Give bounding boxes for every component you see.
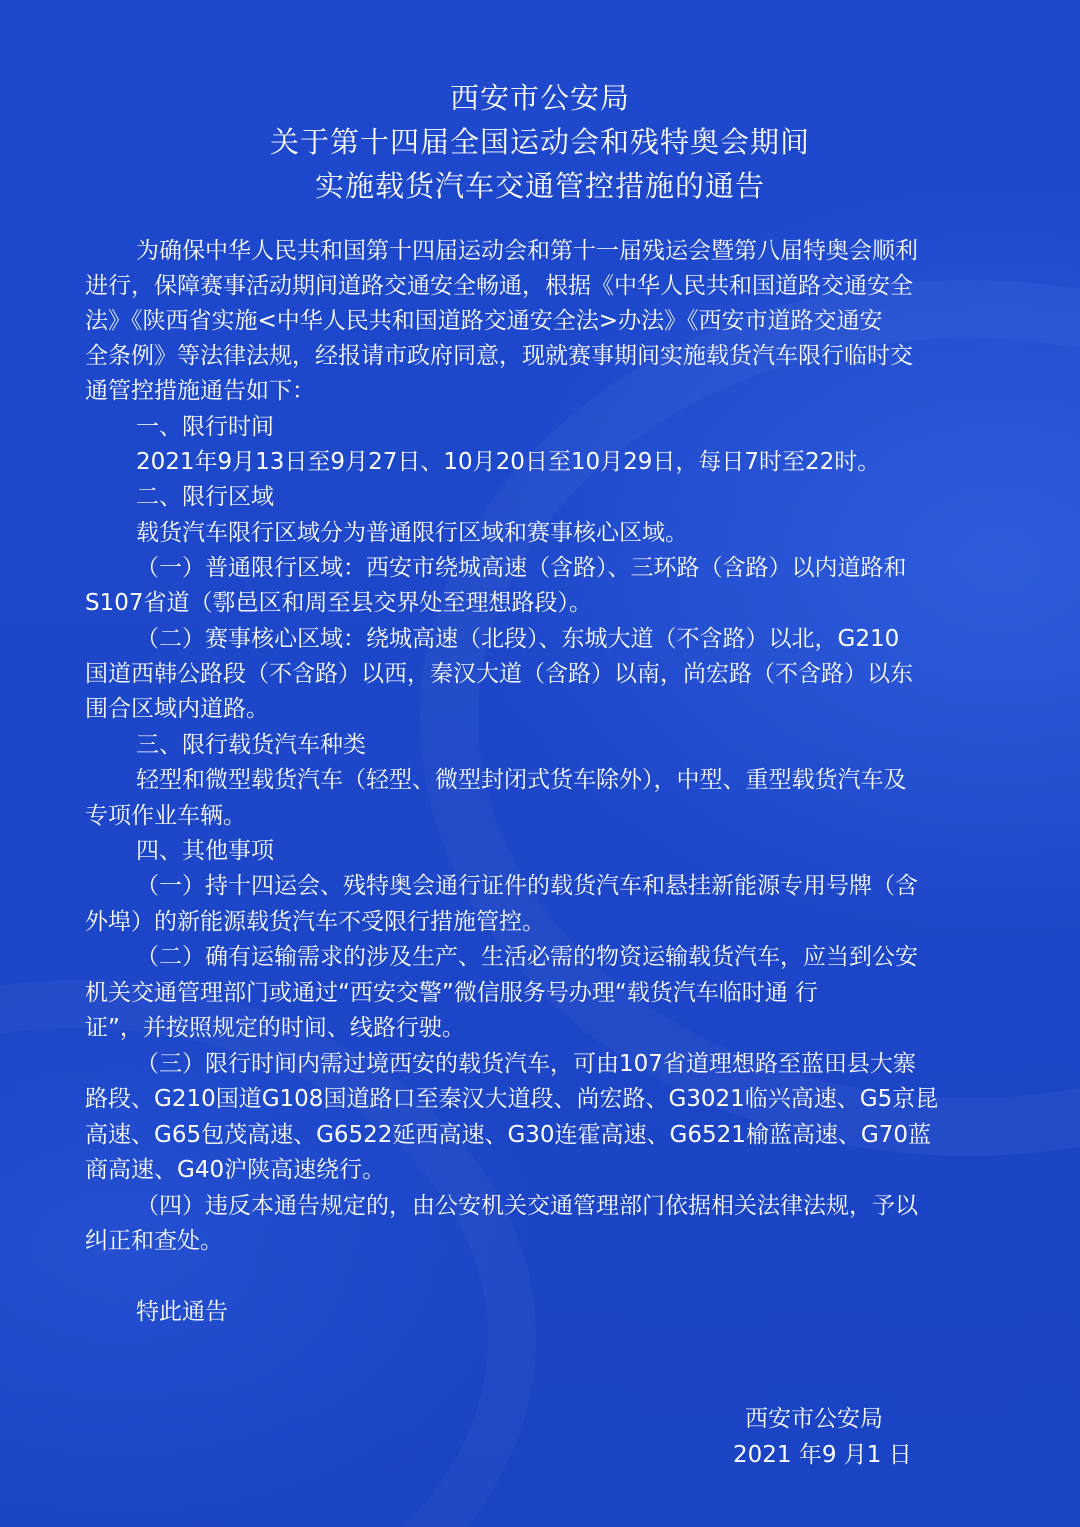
intro-line: 进行，保障赛事活动期间道路交通安全畅通，根据《中华人民共和国道路交通安全 bbox=[85, 273, 913, 299]
intro-line: 法》《陕西省实施<中华人民共和国道路交通安全法>办法》《西安市道路交通安 bbox=[85, 308, 883, 334]
closing-text: 特此通告 bbox=[136, 1299, 228, 1325]
list-item-line: 外埠）的新能源载货汽车不受限行措施管控。 bbox=[85, 909, 545, 935]
list-item-line: 国道西韩公路段（不含路）以西，秦汉大道（含路）以南，尚宏路（不含路）以东 bbox=[85, 661, 913, 687]
section-text: 专项作业车辆。 bbox=[85, 803, 246, 829]
signature-org: 西安市公安局 bbox=[745, 1406, 883, 1432]
signature-date: 2021 年9 月1 日 bbox=[733, 1442, 912, 1468]
list-item-line: （四）违反本通告规定的，由公安机关交通管理部门依据相关法律法规，予以 bbox=[136, 1193, 918, 1219]
list-item-line: S107省道（鄠邑区和周至县交界处至理想路段）。 bbox=[85, 590, 592, 616]
list-item-line: （三）限行时间内需过境西安的载货汽车，可由107省道理想路至蓝田县大寨 bbox=[136, 1051, 916, 1077]
list-item-line: （一）持十四运会、残特奥会通行证件的载货汽车和悬挂新能源专用号牌（含 bbox=[136, 873, 918, 899]
list-item-line: （二）赛事核心区域：绕城高速（北段）、东城大道（不含路）以北，G210 bbox=[136, 626, 900, 652]
section-heading: 四、其他事项 bbox=[136, 838, 274, 864]
section-heading: 一、限行时间 bbox=[136, 414, 274, 440]
notice-title-line: 实施载货汽车交通管控措施的通告 bbox=[314, 169, 765, 203]
list-item-line: 机关交通管理部门或通过“西安交警”微信服务号办理“载货汽车临时通 行 bbox=[85, 980, 819, 1006]
list-item-line: 路段、G210国道G108国道路口至秦汉大道段、尚宏路、G3021临兴高速、G5京昆 bbox=[85, 1086, 939, 1112]
issuer-title: 西安市公安局 bbox=[449, 81, 630, 115]
list-item-line: 高速、G65包茂高速、G6522延西高速、G30连霍高速、G6521榆蓝高速、G70蓝 bbox=[85, 1122, 931, 1148]
list-item-line: 证”，并按照规定的时间、线路行驶。 bbox=[85, 1015, 465, 1041]
list-item-line: 纠正和查处。 bbox=[85, 1228, 223, 1254]
section-text: 轻型和微型载货汽车（轻型、微型封闭式货车除外），中型、重型载货汽车及 bbox=[136, 767, 907, 793]
intro-line: 通管控措施通告如下： bbox=[85, 378, 315, 404]
list-item-line: （二）确有运输需求的涉及生产、生活必需的物资运输载货汽车，应当到公安 bbox=[136, 944, 918, 970]
intro-line: 全条例》等法律法规，经报请市政府同意，现就赛事期间实施载货汽车限行临时交 bbox=[85, 343, 913, 369]
list-item-line: 围合区域内道路。 bbox=[85, 696, 269, 722]
section-heading: 二、限行区域 bbox=[136, 484, 274, 510]
section-heading: 三、限行载货汽车种类 bbox=[136, 732, 366, 758]
notice-title-line: 关于第十四届全国运动会和残特奥会期间 bbox=[269, 125, 810, 159]
list-item-line: 商高速、G40沪陕高速绕行。 bbox=[85, 1157, 386, 1183]
section-text: 2021年9月13日至9月27日、10月20日至10月29日，每日7时至22时。 bbox=[136, 449, 881, 475]
intro-line: 为确保中华人民共和国第十四届运动会和第十一届残运会暨第八届特奥会顺利 bbox=[136, 238, 918, 264]
list-item-line: （一）普通限行区域：西安市绕城高速（含路）、三环路（含路）以内道路和 bbox=[136, 555, 907, 581]
section-text: 载货汽车限行区域分为普通限行区域和赛事核心区域。 bbox=[136, 520, 688, 546]
